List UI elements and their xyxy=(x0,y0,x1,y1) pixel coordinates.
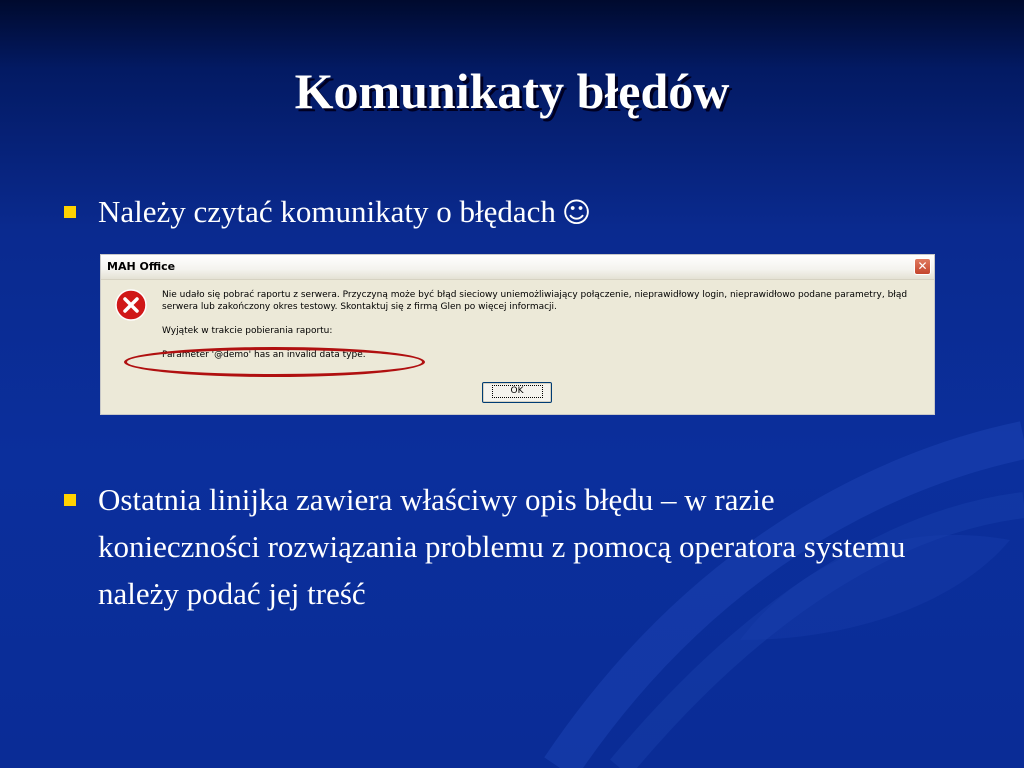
dialog-title: MAH Office xyxy=(107,260,176,273)
error-icon xyxy=(115,289,147,321)
dialog-titlebar[interactable] xyxy=(101,255,934,280)
bullet-1-text xyxy=(98,188,591,236)
dialog-message-line-2: Wyjątek w trakcie pobierania raportu: xyxy=(162,326,333,336)
ok-button-label: OK xyxy=(492,385,543,398)
bullet-2 xyxy=(64,476,944,617)
bullet-2-text: Ostatnia linijka zawiera właściwy opis błędu – w razie konieczności rozwiązania problemu z pomocą operatora systemu należy podać jej treść xyxy=(98,482,906,611)
bullet-marker xyxy=(64,206,76,218)
slide-title: Komunikaty błędów xyxy=(294,63,730,119)
smiley-icon: ☺ xyxy=(561,196,592,229)
bullet-1-label: Należy czytać komunikaty o błędach xyxy=(98,194,556,229)
dialog-message xyxy=(162,289,927,373)
dialog-message-line-1: Nie udało się pobrać raportu z serwera. Przyczyną może być błąd sieciowy uniemożliwiający połączenie, nieprawidłowy login, nieprawidłowo podane parametry, błąd serwera lub zakończony okres testowy. Skontaktuj się z firmą Glen po więcej informacji. xyxy=(162,290,908,312)
bullet-marker xyxy=(64,494,76,506)
bullet-1 xyxy=(64,188,591,236)
dialog-message-line-3: Parameter '@demo' has an invalid data type. xyxy=(162,350,366,360)
error-dialog xyxy=(100,254,935,415)
ok-button[interactable] xyxy=(482,382,552,403)
close-icon[interactable]: ✕ xyxy=(914,258,931,275)
